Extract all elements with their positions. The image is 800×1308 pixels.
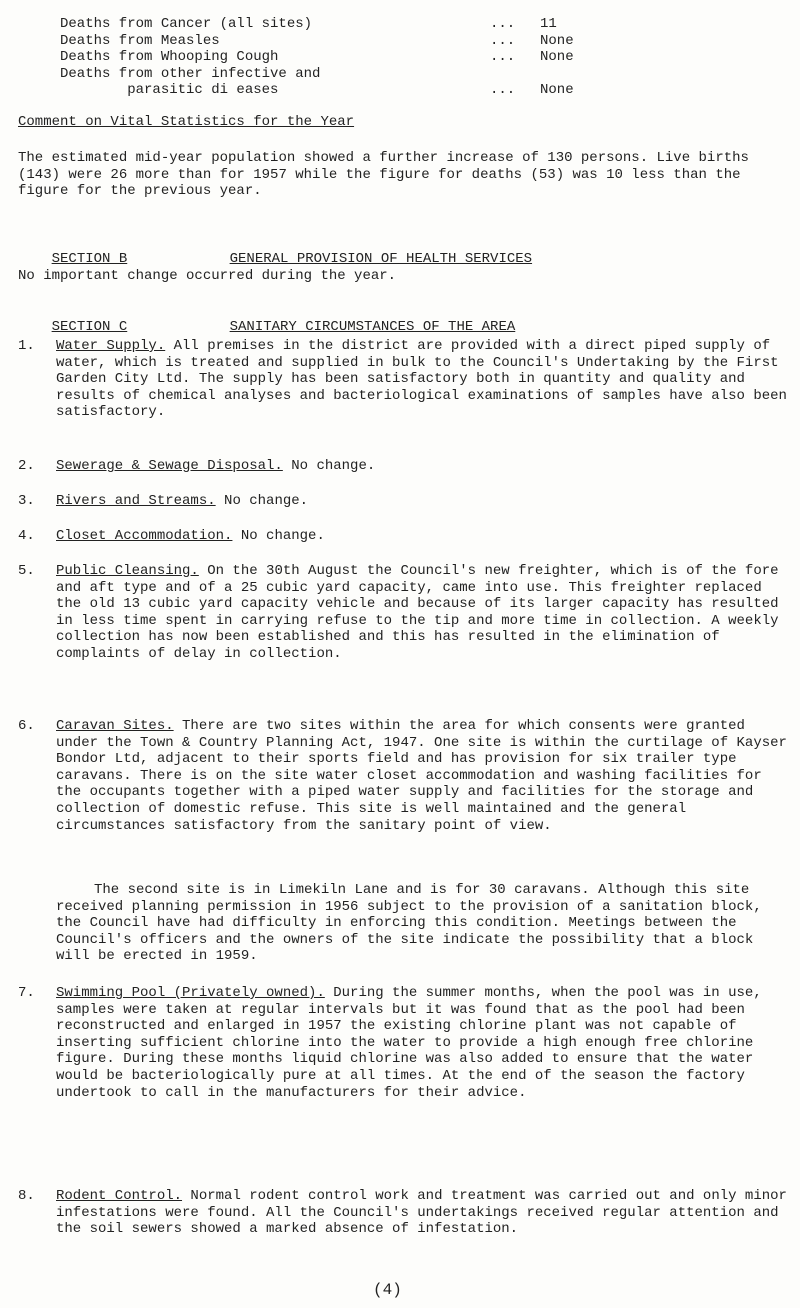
stat-label: Deaths from Measles <box>60 32 220 49</box>
comment-paragraph: The estimated mid-year population showed a further increase of 130 persons. Live births (143) were 26 more than for 1957 while the figure for deaths (53) was 10 less than the figure for the previous year. <box>18 150 749 200</box>
item-title: Public Cleansing. <box>56 563 199 579</box>
item-title: Sewerage & Sewage Disposal. <box>56 458 283 474</box>
stat-label: Deaths from Whooping Cough <box>60 49 279 66</box>
stat-value: None <box>540 82 574 99</box>
item-body <box>56 493 793 510</box>
item-text: No change. <box>232 528 325 544</box>
stat-row <box>60 82 620 99</box>
stat-dots: ... <box>490 16 516 32</box>
item-title: Swimming Pool (Privately owned). <box>56 985 325 1001</box>
stat-row <box>60 66 620 83</box>
section-c-code: SECTION C <box>51 318 128 335</box>
comment-heading: Comment on Vital Statistics for the Year <box>18 114 355 130</box>
item-text: No change. <box>282 458 376 474</box>
stat-label: Deaths from Cancer (all sites) <box>60 16 313 32</box>
item-text: All premises in the district are provided with a direct piped supply of water, which is treated and supplied in bulk to the Council's Undertaking by the First Garden City Ltd. The supply has been satisfactory both in quantity and quality and results of chemical analyses and bacteriological examinations of samples have also been satisfactory. <box>56 338 787 421</box>
item-number: 2. <box>18 458 35 474</box>
item-number: 7. <box>18 985 35 1001</box>
stat-row <box>60 49 620 66</box>
item-title: Water Supply. <box>56 338 166 354</box>
item-number: 4. <box>18 528 35 544</box>
stat-dots: ... <box>490 32 516 49</box>
section-b-text: No important change occurred during the year. <box>18 268 397 284</box>
item-body <box>56 338 793 421</box>
item-text: Normal rodent control work and treatment was carried out and only minor infestations were found. All the Council's undertakings received regular attention and the soil sewers showed a marked absence of infestation. <box>56 1188 787 1238</box>
item-body <box>56 458 793 475</box>
item-text: On the 30th August the Council's new freighter, which is of the fore and aft type and of a 25 cubic yard capacity, came into use. This freighter replaced the old 13 cubic yard capacity vehicle and because of its larger capacity has resulted in less time spent in carrying refuse to the tip and more time in collection. A weekly collection has now been established and this has resulted in the elimination of complaints of delay in collection. <box>56 563 779 662</box>
stat-dots: ... <box>490 82 516 99</box>
item-title: Rivers and Streams. <box>56 493 216 509</box>
item-number: 1. <box>18 338 35 354</box>
death-statistics-list <box>60 16 620 99</box>
item-title: Rodent Control. <box>56 1188 183 1204</box>
item-body <box>56 1188 793 1238</box>
section-b-title: GENERAL PROVISION OF HEALTH SERVICES <box>229 250 533 267</box>
item-number: 3. <box>18 493 35 509</box>
stat-value: None <box>540 49 574 66</box>
item-title: Caravan Sites. <box>56 718 174 734</box>
section-b-code: SECTION B <box>51 250 128 267</box>
item-number: 5. <box>18 563 35 579</box>
stat-row <box>60 16 620 33</box>
stat-dots <box>490 66 540 83</box>
item-body <box>56 563 793 663</box>
stat-dots: ... <box>490 49 516 66</box>
item-body <box>56 985 793 1101</box>
item-number: 8. <box>18 1188 35 1204</box>
stat-label: parasitic di eases <box>60 82 279 99</box>
item-title: Closet Accommodation. <box>56 528 233 544</box>
stat-value: 11 <box>540 16 557 32</box>
item-body <box>56 718 793 834</box>
item-body <box>56 528 793 545</box>
item-text: No change. <box>215 493 309 509</box>
stat-value: None <box>540 32 574 49</box>
item-text: During the summer months, when the pool was in use, samples were taken at regular intervals but it was found that as the pool had been reconstructed and enlarged in 1957 the existing chlorine plant was not capable of inserting sufficient chlorine into the water to provide a high enough free chlorine figure. During these months liquid chlorine was also added to ensure that the water would be bacteriologically pure at all times. At the end of the season the factory undertook to call in the manufacturers for their advice. <box>56 985 762 1101</box>
item-text: There are two sites within the area for which consents were granted under the Town & Country Planning Act, 1947. One site is within the curtilage of Kayser Bondor Ltd, adjacent to their sports field and has provision for six trailer type caravans. There is on the site water closet accommodation and washing facilities for the occupants together with a piped water supply and facilities for the storage and collection of domestic refuse. This site is well maintained and the general circumstances satisfactory from the sanitary point of view. <box>56 718 787 834</box>
item-number: 6. <box>18 718 35 734</box>
item-second-paragraph: The second site is in Limekiln Lane and is for 30 caravans. Although this site received planning permission in 1956 subject to the provision of a sanitation block, the Council have had difficulty in enforcing this condition. Meetings between the Council's officers and the owners of the site indicate the possibility that a block will be erected in 1959. <box>56 882 762 965</box>
section-c-title: SANITARY CIRCUMSTANCES OF THE AREA <box>229 318 516 335</box>
stat-row <box>60 33 620 50</box>
page-number: (4) <box>373 1281 402 1299</box>
stat-label: Deaths from other infective and <box>60 65 321 82</box>
